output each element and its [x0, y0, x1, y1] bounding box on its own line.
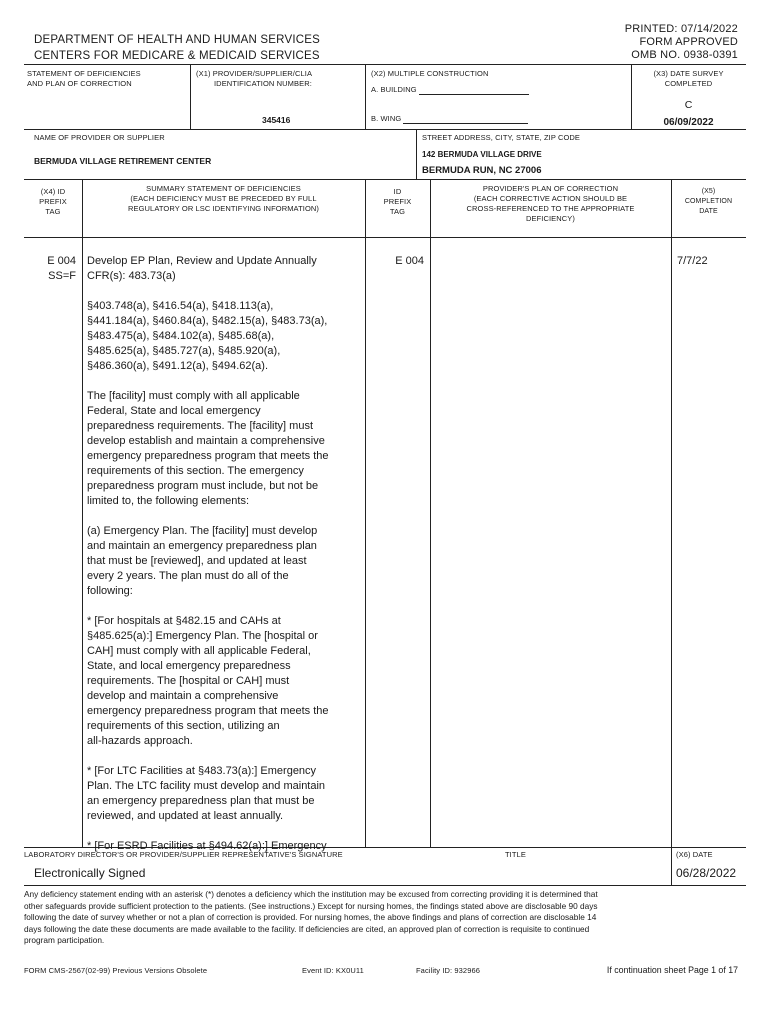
deficiency-line: reviewed, and updated at least annually. — [87, 810, 284, 822]
summary-header-1: SUMMARY STATEMENT OF DEFICIENCIES — [146, 184, 301, 193]
rule-v-col-c — [430, 179, 431, 847]
deficiency-line: CAH] must comply with all applicable Federal, — [87, 645, 311, 657]
scope-severity: SS=F — [48, 270, 76, 282]
plan-header-2: (EACH CORRECTIVE ACTION SHOULD BE — [473, 194, 628, 203]
deficiency-line: that must be [reviewed], and updated at least — [87, 555, 307, 567]
rule-row1-bottom — [24, 129, 746, 130]
deficiency-line: emergency preparedness program that meets the — [87, 705, 329, 717]
address-label: STREET ADDRESS, CITY, STATE, ZIP CODE — [422, 133, 581, 142]
rule-columns-bottom — [24, 237, 746, 238]
deficiency-line: §486.360(a), §491.12(a), §494.62(a). — [87, 360, 269, 372]
deficiency-line: every 2 years. The plan must do all of the — [87, 570, 289, 582]
rule-v-col-a — [82, 179, 83, 847]
deficiency-line: The [facility] must comply with all applicable — [87, 390, 300, 402]
form-number: FORM CMS-2567(02-99) Previous Versions Obsolete — [24, 966, 208, 975]
form-approved: FORM APPROVED — [639, 36, 738, 48]
deficiency-line: and maintain an emergency preparedness plan — [87, 540, 317, 552]
signature-value: Electronically Signed — [34, 866, 146, 880]
disclaimer — [24, 889, 746, 947]
address-line-2: BERMUDA RUN, NC 27006 — [422, 165, 542, 176]
x4-prefix-header — [24, 187, 82, 217]
summary-header — [82, 184, 365, 214]
address-line-1: 142 BERMUDA VILLAGE DRIVE — [422, 150, 542, 159]
x4-header-3: TAG — [45, 207, 61, 216]
deficiency-line: limited to, the following elements: — [87, 495, 250, 507]
deficiency-line: emergency preparedness program that meets the — [87, 450, 329, 462]
deficiency-line: following: — [87, 585, 133, 597]
signature-label: LABORATORY DIRECTOR'S OR PROVIDER/SUPPLIER REPRESENTATIVE'S SIGNATURE — [24, 850, 343, 859]
rule-v-sig — [671, 847, 672, 885]
id-prefix-header — [365, 187, 430, 217]
deficiency-line: Plan. The LTC facility must develop and maintain — [87, 780, 326, 792]
statement-label-1: STATEMENT OF DEFICIENCIES — [27, 69, 141, 78]
deficiency-line: preparedness program must include, but not be — [87, 480, 319, 492]
deficiency-line: State, and local emergency preparedness — [87, 660, 291, 672]
x1-label-1: (X1) PROVIDER/SUPPLIER/CLIA — [196, 69, 313, 78]
building-label: A. BUILDING — [371, 85, 417, 94]
wing-blank — [403, 115, 528, 124]
deficiency-line: * [For ESRD Facilities at §494.62(a):] Emergency — [87, 840, 327, 852]
rule-v-row2 — [416, 129, 417, 179]
statement-label-2: AND PLAN OF CORRECTION — [27, 79, 132, 88]
provider-label: NAME OF PROVIDER OR SUPPLIER — [34, 133, 165, 142]
disclaimer-line: other safeguards provide sufficient protection to the patients. (See instructions.) Except for nursing homes, the findings stated above are disclosable 90 days — [24, 900, 598, 911]
x2-label: (X2) MULTIPLE CONSTRUCTION — [371, 69, 489, 78]
summary-header-2: (EACH DEFICIENCY MUST BE PRECEDED BY FULL — [130, 194, 317, 203]
deficiency-line: §483.475(a), §484.102(a), §485.68(a), — [87, 330, 275, 342]
rule-v-row1-b — [365, 64, 366, 129]
disclaimer-line: program participation. — [24, 935, 105, 946]
wing-field — [371, 114, 528, 124]
deficiency-line: * [For LTC Facilities at §483.73(a):] Emergency — [87, 765, 317, 777]
plan-header — [430, 184, 671, 224]
rule-signature-bottom — [24, 885, 746, 886]
building-blank — [419, 86, 529, 95]
rule-top — [24, 64, 746, 65]
survey-code: C — [684, 99, 693, 111]
agency-line-1: DEPARTMENT OF HEALTH AND HUMAN SERVICES — [34, 34, 320, 46]
deficiency-line: requirements of this section, utilizing an — [87, 720, 280, 732]
printed-date: PRINTED: 07/14/2022 — [624, 23, 738, 35]
deficiency-line: (a) Emergency Plan. The [facility] must develop — [87, 525, 318, 537]
signature-date: 06/28/2022 — [676, 866, 737, 880]
event-id: Event ID: KX0U11 — [302, 966, 364, 975]
deficiency-tag: E 004 — [47, 255, 76, 267]
provider-id-number: 345416 — [262, 115, 291, 125]
building-field — [371, 85, 529, 95]
deficiency-paragraph — [87, 524, 362, 599]
x5-header-1: (X5) — [701, 188, 716, 195]
deficiency-line: CFR(s): 483.73(a) — [87, 270, 176, 282]
x1-label-2: IDENTIFICATION NUMBER: — [214, 79, 312, 88]
id-header-2: PREFIX — [383, 197, 412, 206]
deficiency-paragraph — [87, 299, 362, 374]
deficiency-line: all-hazards approach. — [87, 735, 193, 747]
rule-v-col-b — [365, 179, 366, 847]
deficiency-line: Federal, State and local emergency — [87, 405, 261, 417]
rule-v-row1-a — [190, 64, 191, 129]
id-header-3: TAG — [389, 207, 406, 216]
plan-tag: E 004 — [395, 255, 424, 267]
survey-date: 06/09/2022 — [663, 117, 714, 128]
omb-number: OMB NO. 0938-0391 — [631, 49, 738, 61]
deficiency-line: Develop EP Plan, Review and Update Annually — [87, 255, 317, 267]
deficiency-line: §485.625(a):] Emergency Plan. The [hospital or — [87, 630, 318, 642]
date-label: (X6) DATE — [676, 850, 713, 859]
title-label: TITLE — [505, 850, 526, 859]
facility-id: Facility ID: 932966 — [416, 966, 481, 975]
deficiency-paragraph — [87, 389, 362, 509]
deficiency-line: requirements. The [hospital or CAH] must — [87, 675, 290, 687]
rule-row2-bottom — [24, 179, 746, 180]
deficiency-paragraph — [87, 254, 362, 284]
deficiency-line: develop and maintain a comprehensive — [87, 690, 279, 702]
completion-date: 7/7/22 — [677, 255, 708, 267]
id-header-1: ID — [393, 187, 402, 196]
disclaimer-line: days following the date these documents are made available to the facility. If deficiencies are cited, an approved plan of correction is requisite to continued — [24, 923, 590, 934]
deficiency-text — [87, 254, 362, 869]
deficiency-line: preparedness requirements. The [facility] must — [87, 420, 314, 432]
deficiency-line: an emergency preparedness plan that must be — [87, 795, 315, 807]
plan-header-3: CROSS-REFERENCED TO THE APPROPRIATE — [466, 204, 635, 213]
x5-header-2: COMPLETION — [684, 198, 733, 205]
deficiency-paragraph — [87, 764, 362, 824]
provider-name: BERMUDA VILLAGE RETIREMENT CENTER — [34, 156, 212, 166]
rule-v-col-d — [671, 179, 672, 847]
deficiency-line: * [For hospitals at §482.15 and CAHs at — [87, 615, 281, 627]
agency-line-2: CENTERS FOR MEDICARE & MEDICAID SERVICES — [34, 50, 320, 62]
x3-label-2: COMPLETED — [664, 79, 713, 88]
plan-header-4: DEFICIENCY) — [525, 214, 576, 223]
plan-header-1: PROVIDER'S PLAN OF CORRECTION — [482, 184, 619, 193]
deficiency-line: §485.625(a), §485.727(a), §485.920(a), — [87, 345, 281, 357]
disclaimer-line: following the date of survey whether or not a plan of correction is provided. For nursing homes, the above findings and plans of correction are disclosable 14 — [24, 912, 597, 923]
deficiency-paragraph — [87, 614, 362, 749]
disclaimer-line: Any deficiency statement ending with an asterisk (*) denotes a deficiency which the institution may be excused from correcting providing it is determined that — [24, 889, 598, 899]
deficiency-line: develop establish and maintain a comprehensive — [87, 435, 325, 447]
wing-label: B. WING — [371, 114, 402, 123]
deficiency-line: §441.184(a), §460.84(a), §482.15(a), §483.73(a), — [87, 315, 328, 327]
x3-label-1: (X3) DATE SURVEY — [653, 69, 724, 78]
x5-header-3: DATE — [699, 208, 718, 215]
page-indicator: If continuation sheet Page 1 of 17 — [606, 965, 738, 975]
summary-header-3: REGULATORY OR LSC IDENTIFYING INFORMATION) — [127, 204, 320, 213]
deficiency-line: requirements of this section. The emergency — [87, 465, 304, 477]
x4-header-2: PREFIX — [39, 197, 67, 206]
deficiency-line: §403.748(a), §416.54(a), §418.113(a), — [87, 300, 274, 312]
x4-header-1: (X4) ID — [40, 187, 66, 196]
completion-header — [671, 187, 746, 217]
